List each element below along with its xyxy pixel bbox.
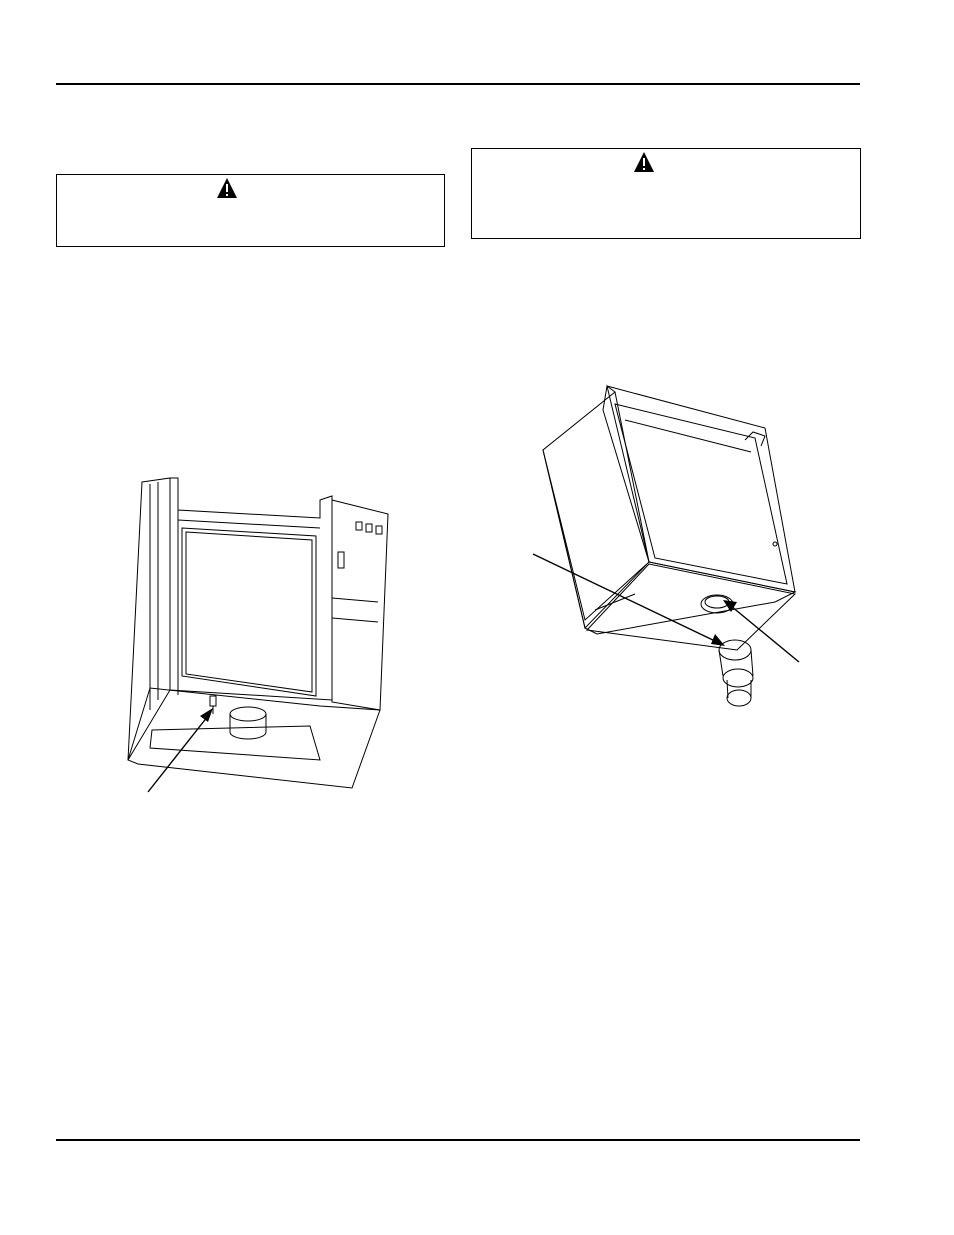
callout-arrowhead [200, 708, 213, 722]
callout-line [731, 606, 799, 662]
header-rule [56, 83, 860, 85]
warning-box-right [471, 148, 861, 239]
callout-line [148, 716, 208, 792]
unit-front-view-figure [120, 470, 400, 800]
warning-triangle-icon [633, 151, 655, 173]
warning-triangle-icon [216, 177, 238, 199]
footer-rule [56, 1139, 860, 1141]
unit-bottom-view-figure [525, 380, 815, 720]
warning-box-left [56, 174, 445, 247]
callout-arrowhead [711, 634, 725, 646]
